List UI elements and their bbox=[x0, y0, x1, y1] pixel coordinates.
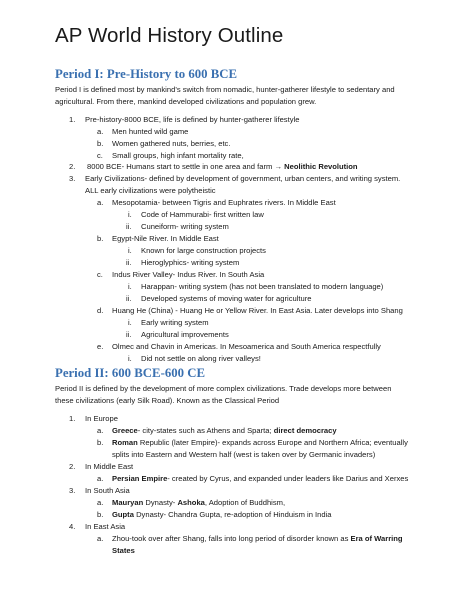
bold-term: Neolithic Revolution bbox=[284, 162, 358, 171]
list-item-text: , Adoption of Buddhism, bbox=[204, 498, 286, 507]
list-number: 2. bbox=[69, 162, 76, 171]
list-item-continued bbox=[112, 545, 135, 557]
list-letter: b. bbox=[97, 438, 104, 447]
list-item: In Middle East bbox=[85, 462, 134, 471]
list-item-text: - city-states such as Athens and Sparta; bbox=[137, 426, 272, 435]
list-item: Did not settle on along river valleys! bbox=[141, 354, 261, 363]
list-item-text: - created by Cyrus, and expanded under leaders like Darius and Xerxes bbox=[167, 474, 409, 483]
list-item: Code of Hammurabi- first written law bbox=[141, 210, 264, 219]
list-letter: a. bbox=[97, 426, 104, 435]
list-item: Known for large construction projects bbox=[141, 246, 266, 255]
list-letter: b. bbox=[97, 234, 104, 243]
list-item-continued: splits into Eastern and Western half (west is taken over by Germanic invaders) bbox=[112, 450, 376, 459]
list-roman: i. bbox=[128, 354, 132, 363]
list-item: Cuneiform- writing system bbox=[141, 222, 229, 231]
bold-term: Greece bbox=[112, 426, 138, 435]
list-roman: i. bbox=[128, 318, 132, 327]
list-item: In Europe bbox=[85, 414, 118, 423]
list-item: Early Civilizations- defined by development of government, urban centers, and writing system. bbox=[85, 174, 401, 183]
list-letter: b. bbox=[97, 139, 104, 148]
list-item bbox=[112, 509, 332, 521]
list-item-text: Zhou-took over after Shang, falls into long period of disorder known as bbox=[112, 534, 349, 543]
intro-line: Period I is defined most by mankind’s switch from nomadic, hunter-gatherer lifestyle to sedentary and bbox=[55, 85, 395, 94]
period-1-intro bbox=[55, 84, 425, 108]
list-roman: i. bbox=[128, 282, 132, 291]
list-item: Hieroglyphics- writing system bbox=[141, 258, 240, 267]
list-roman: i. bbox=[128, 210, 132, 219]
list-roman: ii. bbox=[126, 258, 132, 267]
list-item: In South Asia bbox=[85, 486, 130, 495]
list-letter: d. bbox=[97, 306, 104, 315]
section-heading-period-2: Period II: 600 BCE-600 CE bbox=[55, 366, 206, 380]
list-letter: a. bbox=[97, 498, 104, 507]
list-letter: b. bbox=[97, 510, 104, 519]
list-item: Developed systems of moving water for agriculture bbox=[141, 294, 312, 303]
intro-line: agricultural. From there, mankind developed civilizations and population grew. bbox=[55, 97, 317, 106]
list-item bbox=[112, 473, 408, 485]
list-letter: a. bbox=[97, 474, 104, 483]
intro-line: these civilizations (early Silk Road). Known as the Classical Period bbox=[55, 396, 280, 405]
page-title: AP World History Outline bbox=[55, 24, 284, 47]
list-number: 1. bbox=[69, 414, 76, 423]
bold-term: States bbox=[112, 546, 135, 555]
list-item bbox=[112, 497, 285, 509]
list-item: Small groups, high infant mortality rate, bbox=[112, 151, 244, 160]
bold-term: Gupta bbox=[112, 510, 134, 519]
list-letter: e. bbox=[97, 342, 104, 351]
list-item bbox=[87, 161, 358, 173]
bold-term: Roman bbox=[112, 438, 138, 447]
list-item: Harappan- writing system (has not been translated to modern language) bbox=[141, 282, 384, 291]
list-roman: ii. bbox=[126, 222, 132, 231]
bold-term: Ashoka bbox=[177, 498, 205, 507]
list-item: Early writing system bbox=[141, 318, 209, 327]
list-letter: c. bbox=[97, 270, 103, 279]
list-roman: i. bbox=[128, 246, 132, 255]
list-item: Huang He (China) - Huang He or Yellow River. In East Asia. Later develops into Shang bbox=[112, 306, 403, 315]
list-item bbox=[112, 437, 408, 449]
list-item: Women gathered nuts, berries, etc. bbox=[112, 139, 231, 148]
list-number: 1. bbox=[69, 115, 76, 124]
list-item-continued: ALL early civilizations were polytheistic bbox=[85, 186, 216, 195]
bold-term: Mauryan bbox=[112, 498, 144, 507]
list-letter: a. bbox=[97, 534, 104, 543]
list-roman: ii. bbox=[126, 294, 132, 303]
bold-term: Persian Empire bbox=[112, 474, 168, 483]
list-item: Olmec and Chavin in Americas. In Mesoamerica and South America respectfully bbox=[112, 342, 381, 351]
list-item: Agricultural improvements bbox=[141, 330, 229, 339]
list-item: Indus River Valley- Indus River. In South Asia bbox=[112, 270, 265, 279]
list-roman: ii. bbox=[126, 330, 132, 339]
list-item: Men hunted wild game bbox=[112, 127, 189, 136]
list-number: 3. bbox=[69, 486, 76, 495]
bold-term: direct democracy bbox=[273, 426, 337, 435]
list-item-text: Dynasty- Chandra Gupta, re-adoption of Hinduism in India bbox=[136, 510, 332, 519]
list-item bbox=[112, 533, 403, 545]
list-number: 2. bbox=[69, 462, 76, 471]
list-item bbox=[112, 425, 337, 437]
list-item-text: 8000 BCE- Humans start to settle in one area and farm bbox=[87, 162, 273, 171]
period-2-intro bbox=[55, 383, 425, 407]
bold-term: Era of Warring bbox=[350, 534, 403, 543]
section-heading-period-1: Period I: Pre-History to 600 BCE bbox=[55, 67, 238, 81]
intro-line: Period II is defined by the development of more complex civilizations. Trade develops more between bbox=[55, 384, 392, 393]
list-item: Pre-history-8000 BCE, life is defined by hunter-gatherer lifestyle bbox=[85, 115, 300, 124]
list-number: 4. bbox=[69, 522, 76, 531]
list-item-text: Republic (later Empire)- expands across Europe and Northern Africa; eventually bbox=[139, 438, 408, 447]
list-letter: a. bbox=[97, 127, 104, 136]
list-letter: c. bbox=[97, 151, 103, 160]
list-letter: a. bbox=[97, 198, 104, 207]
list-item-text: Dynasty- bbox=[145, 498, 176, 507]
list-item: In East Asia bbox=[85, 522, 126, 531]
right-arrow-icon: → bbox=[274, 162, 283, 171]
list-item: Mesopotamia- between Tigris and Euphrates rivers. In Middle East bbox=[112, 198, 336, 207]
list-item: Egypt-Nile River. In Middle East bbox=[112, 234, 219, 243]
list-number: 3. bbox=[69, 174, 76, 183]
